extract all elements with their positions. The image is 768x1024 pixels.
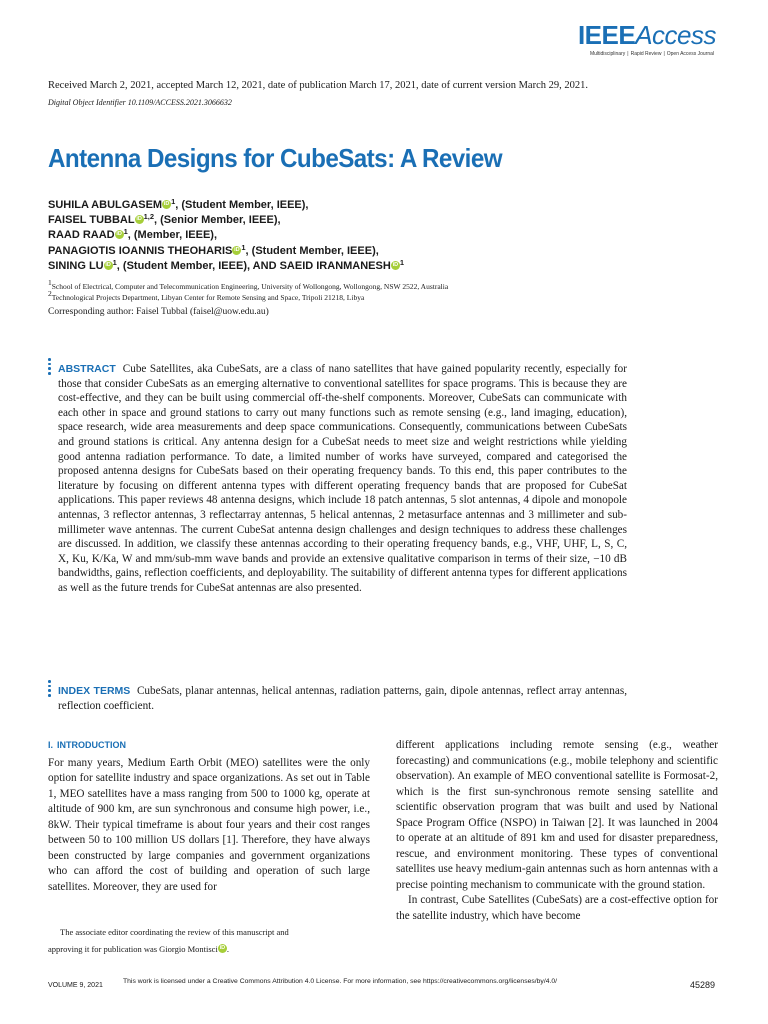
footer-license[interactable]: This work is licensed under a Creative Commons Attribution 4.0 License. For more information, see https://creativecommons.org/licenses/by/4.0/ <box>123 978 558 985</box>
footnote-line: approving it for publication was Giorgio Montisci iD . <box>48 944 229 954</box>
affiliation-line: $^1$School of Electrical, Computer and Telecommunication Engineering, University of Wollongong, Wollongong, NSW 2522, Australia <box>48 278 449 291</box>
author-line: SUHILA ABULGASEM iD $^1$, (Student Member, IEEE), <box>48 197 309 211</box>
body-paragraph: different applications including remote sensing (e.g., weather forecasting) and communications (e.g., mobile telephony and scientific observation). An example of MEO conventional satellite is Formosat-2, which is the first sun-synchronous remote sensing satellite and scientific observation program that was built and used by National Space Program Office (NSPO) in Taiwan [2]. It was launched in 2004 to operate at an altitude of 891 km and used for disaster preparedness, rescue, and environment monitoring. These types of conventional satellites use heavy medium-gain antennas such as horn antennas with a precise pointing mechanism to communicate with the ground station. <box>396 739 718 891</box>
abstract-text: Cube Satellites, aka CubeSats, are a class of nano satellites that have gained popularity recently, especially for those that consider CubeSats as an emerging alternative to conventional satellites for space programs. This is because they are cost-effective, and they can be built using commercial off-the-shelf components. Moreover, CubeSats can communicate with each other in space and ground stations to carry out many functions such as remote sensing (e.g., land imaging, education), space research, wide area measurements and deep space communications. Consequently, communications between CubeSats and ground stations is critical. Any antenna design for a CubeSat needs to meet size and weight restrictions while yielding good antenna radiation performance. To date, a limited number of works have surveyed, compared and categorised the proposed antenna designs for CubeSats based on their operating frequency bands. To this end, this paper contributes to the literature by focusing on different antenna types with different operating frequency bands that are proposed for CubeSat applications. This paper reviews 48 antenna designs, which include 18 patch antennas, 5 slot antennas, 4 dipole and monopole antennas, 3 reflector antennas, 3 reflectarray antennas, 5 helical antennas, 2 metasurface antennas and 3 millimeter and sub-millimeter wave antennas. The current CubeSat antenna design challenges and design techniques to address these challenges are discussed. In addition, we classify these antennas according to their operating frequency bands, e.g., VHF, UHF, L, S, C, X, Ku, K/Ka, W and mm/sub-mm wave bands and provide an extensive qualitative comparison in terms of their size, −10 dB bandwidths, gains, reflection coefficients, and deployability. The suitability of different antenna types for different applications as well as the future trends for CubeSat antennas are also presented. <box>58 363 627 594</box>
author-line: SINING LU iD $^1$, (Student Member, IEEE), AND SAEID IRANMANESH iD $^1$ <box>48 257 404 272</box>
author-line: PANAGIOTIS IOANNIS THEOHARIS iD $^1$, (Student Member, IEEE), <box>48 242 379 257</box>
body-column-left <box>48 738 370 895</box>
author-line: FAISEL TUBBAL iD $^{1,2}$, (Senior Member, IEEE), <box>48 212 281 227</box>
received-dates: Received March 2, 2021, accepted March 12, 2021, date of publication March 17, 2021, date of current version March 29, 2021. <box>48 80 588 91</box>
journal-tagline: Multidisciplinary | Rapid Review | Open Access Journal <box>589 51 714 57</box>
footnote <box>48 924 370 958</box>
journal-brand: IEEEAccess <box>577 20 716 50</box>
author-line: RAAD RAAD iD $^1$, (Member, IEEE), <box>48 227 218 242</box>
affiliations <box>48 278 449 303</box>
abstract-marker-icon <box>48 358 51 377</box>
orcid-icon[interactable]: iD <box>163 201 170 207</box>
index-terms-label: INDEX TERMS <box>58 685 131 697</box>
doi-line: Digital Object Identifier 10.1109/ACCESS.2021.3066632 <box>48 98 232 107</box>
body-column-right <box>396 738 718 924</box>
body-paragraph: For many years, Medium Earth Orbit (MEO) satellites were the only option for satellite industry and space organizations. As set out in Table 1, MEO satellites have a mass ranging from 500 to 1000 kg, operate at altitude of 900 km, are sun synchronous and consume high power, i.e., 8kW. Their typical timeframe is about four years and their cost ranges between 50 to 100 million US dollars [1]. Therefore, they have always been constructed by large companies and government organizations who can afford the cost of building and operation of such large satellites. Moreover, they are used for <box>48 756 370 893</box>
section-heading: I. INTRODUCTION <box>48 740 127 750</box>
index-terms-marker-icon <box>48 680 51 699</box>
author-list <box>48 198 404 274</box>
abstract <box>58 362 627 596</box>
paper-title: Antenna Designs for CubeSats: A Review <box>48 143 502 173</box>
affiliation-line: $^2$Technological Projects Department, Libyan Center for Remote Sensing and Space, Tripoli 21218, Libya <box>48 288 365 302</box>
abstract-label: ABSTRACT <box>58 363 116 375</box>
footer-volume: VOLUME 9, 2021 <box>48 982 103 989</box>
corresponding-author: Corresponding author: Faisel Tubbal (faisel@uow.edu.au) <box>48 307 269 317</box>
journal-logo <box>578 22 716 57</box>
index-terms <box>58 684 627 713</box>
footnote-line: The associate editor coordinating the review of this manuscript and <box>60 927 289 937</box>
orcid-icon[interactable]: iD <box>105 261 111 268</box>
orcid-icon[interactable]: iD <box>219 945 226 951</box>
page-number: 45289 <box>689 980 715 990</box>
body-paragraph: In contrast, Cube Satellites (CubeSats) are a cost-effective option for the satellite industry, which have become <box>396 894 718 922</box>
orcid-icon[interactable]: iD <box>234 246 240 253</box>
orcid-icon[interactable]: iD <box>136 216 142 223</box>
orcid-icon[interactable]: iD <box>116 231 122 238</box>
index-terms-text: CubeSats, planar antennas, helical antennas, radiation patterns, gain, dipole antennas, reflect array antennas, reflection coefficient. <box>58 685 627 712</box>
orcid-icon[interactable]: iD <box>392 261 399 268</box>
